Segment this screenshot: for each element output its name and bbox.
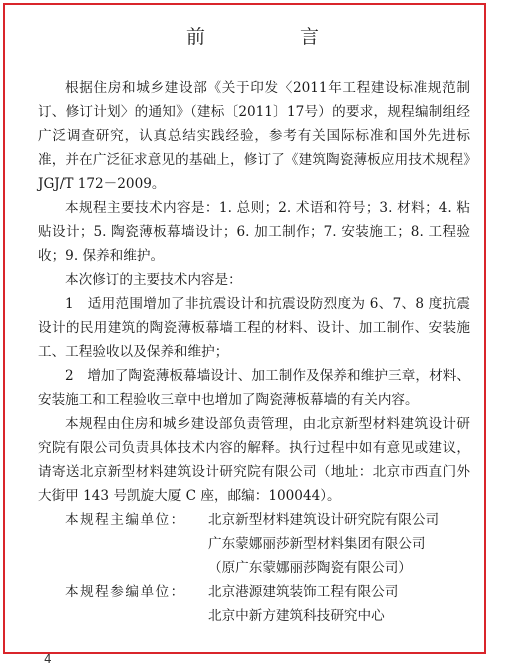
page-title: 前 言 xyxy=(185,26,357,48)
paragraph-revision-intro: 本次修订的主要技术内容是： xyxy=(65,272,242,288)
chief-units-label: 本规程主编单位： xyxy=(65,512,186,528)
paragraph-management: 本规程由住房和城乡建设部负责管理，由北京新型材料建筑设计研究院有限公司负责具体技术内容的解释。执行过程中如有意见或建议，请寄送北京新型材料建筑设计研究院有限公司（地址：北京市西直门外大街甲 143 号凯旋大厦 C 座，邮编：100044）。 xyxy=(38,416,470,504)
paragraph-main-content: 本规程主要技术内容是：1. 总则；2. 术语和符号；3. 材料；4. 粘贴设计；5. 陶瓷薄板幕墙设计；6. 加工制作；7. 安装施工；8. 工程验收；9. 保养和维护。 xyxy=(38,200,470,264)
participating-unit-name: 北京中新方建筑科技研究中心 xyxy=(208,608,385,624)
participating-units-label: 本规程参编单位： xyxy=(65,584,186,600)
participating-units xyxy=(38,580,470,628)
page-number: 4 xyxy=(44,652,52,666)
chief-unit-name: 北京新型材料建筑设计研究院有限公司 xyxy=(208,512,440,528)
chief-unit-name: 广东蒙娜丽莎新型材料集团有限公司 xyxy=(208,536,426,552)
chief-editor-units xyxy=(38,508,470,580)
chief-units-list xyxy=(208,508,470,580)
participating-unit-name: 北京港源建筑装饰工程有限公司 xyxy=(208,584,399,600)
participating-units-list xyxy=(208,580,470,628)
revision-item-1: 1 适用范围增加了非抗震设计和抗震设防烈度为 6、7、8 度抗震设计的民用建筑的陶瓷薄板幕墙工程的材料、设计、加工制作、安装施工、工程验收以及保养和维护； xyxy=(38,296,470,360)
document-body xyxy=(38,76,470,628)
revision-item-2: 2 增加了陶瓷薄板幕墙设计、加工制作及保养和维护三章，材料、安装施工和工程验收三章中也增加了陶瓷薄板幕墙的有关内容。 xyxy=(38,368,470,408)
paragraph-background: 根据住房和城乡建设部《关于印发〈2011年工程建设标准规范制订、修订计划〉的通知》（建标〔2011〕17号）的要求，规程编制组经广泛调查研究，认真总结实践经验，参考有关国际标准和国外先进标准，并在广泛征求意见的基础上，修订了《建筑陶瓷薄板应用技术规程》JGJ/T 172－2009。 xyxy=(38,80,470,192)
chief-unit-name: （原广东蒙娜丽莎陶瓷有限公司） xyxy=(208,560,412,576)
